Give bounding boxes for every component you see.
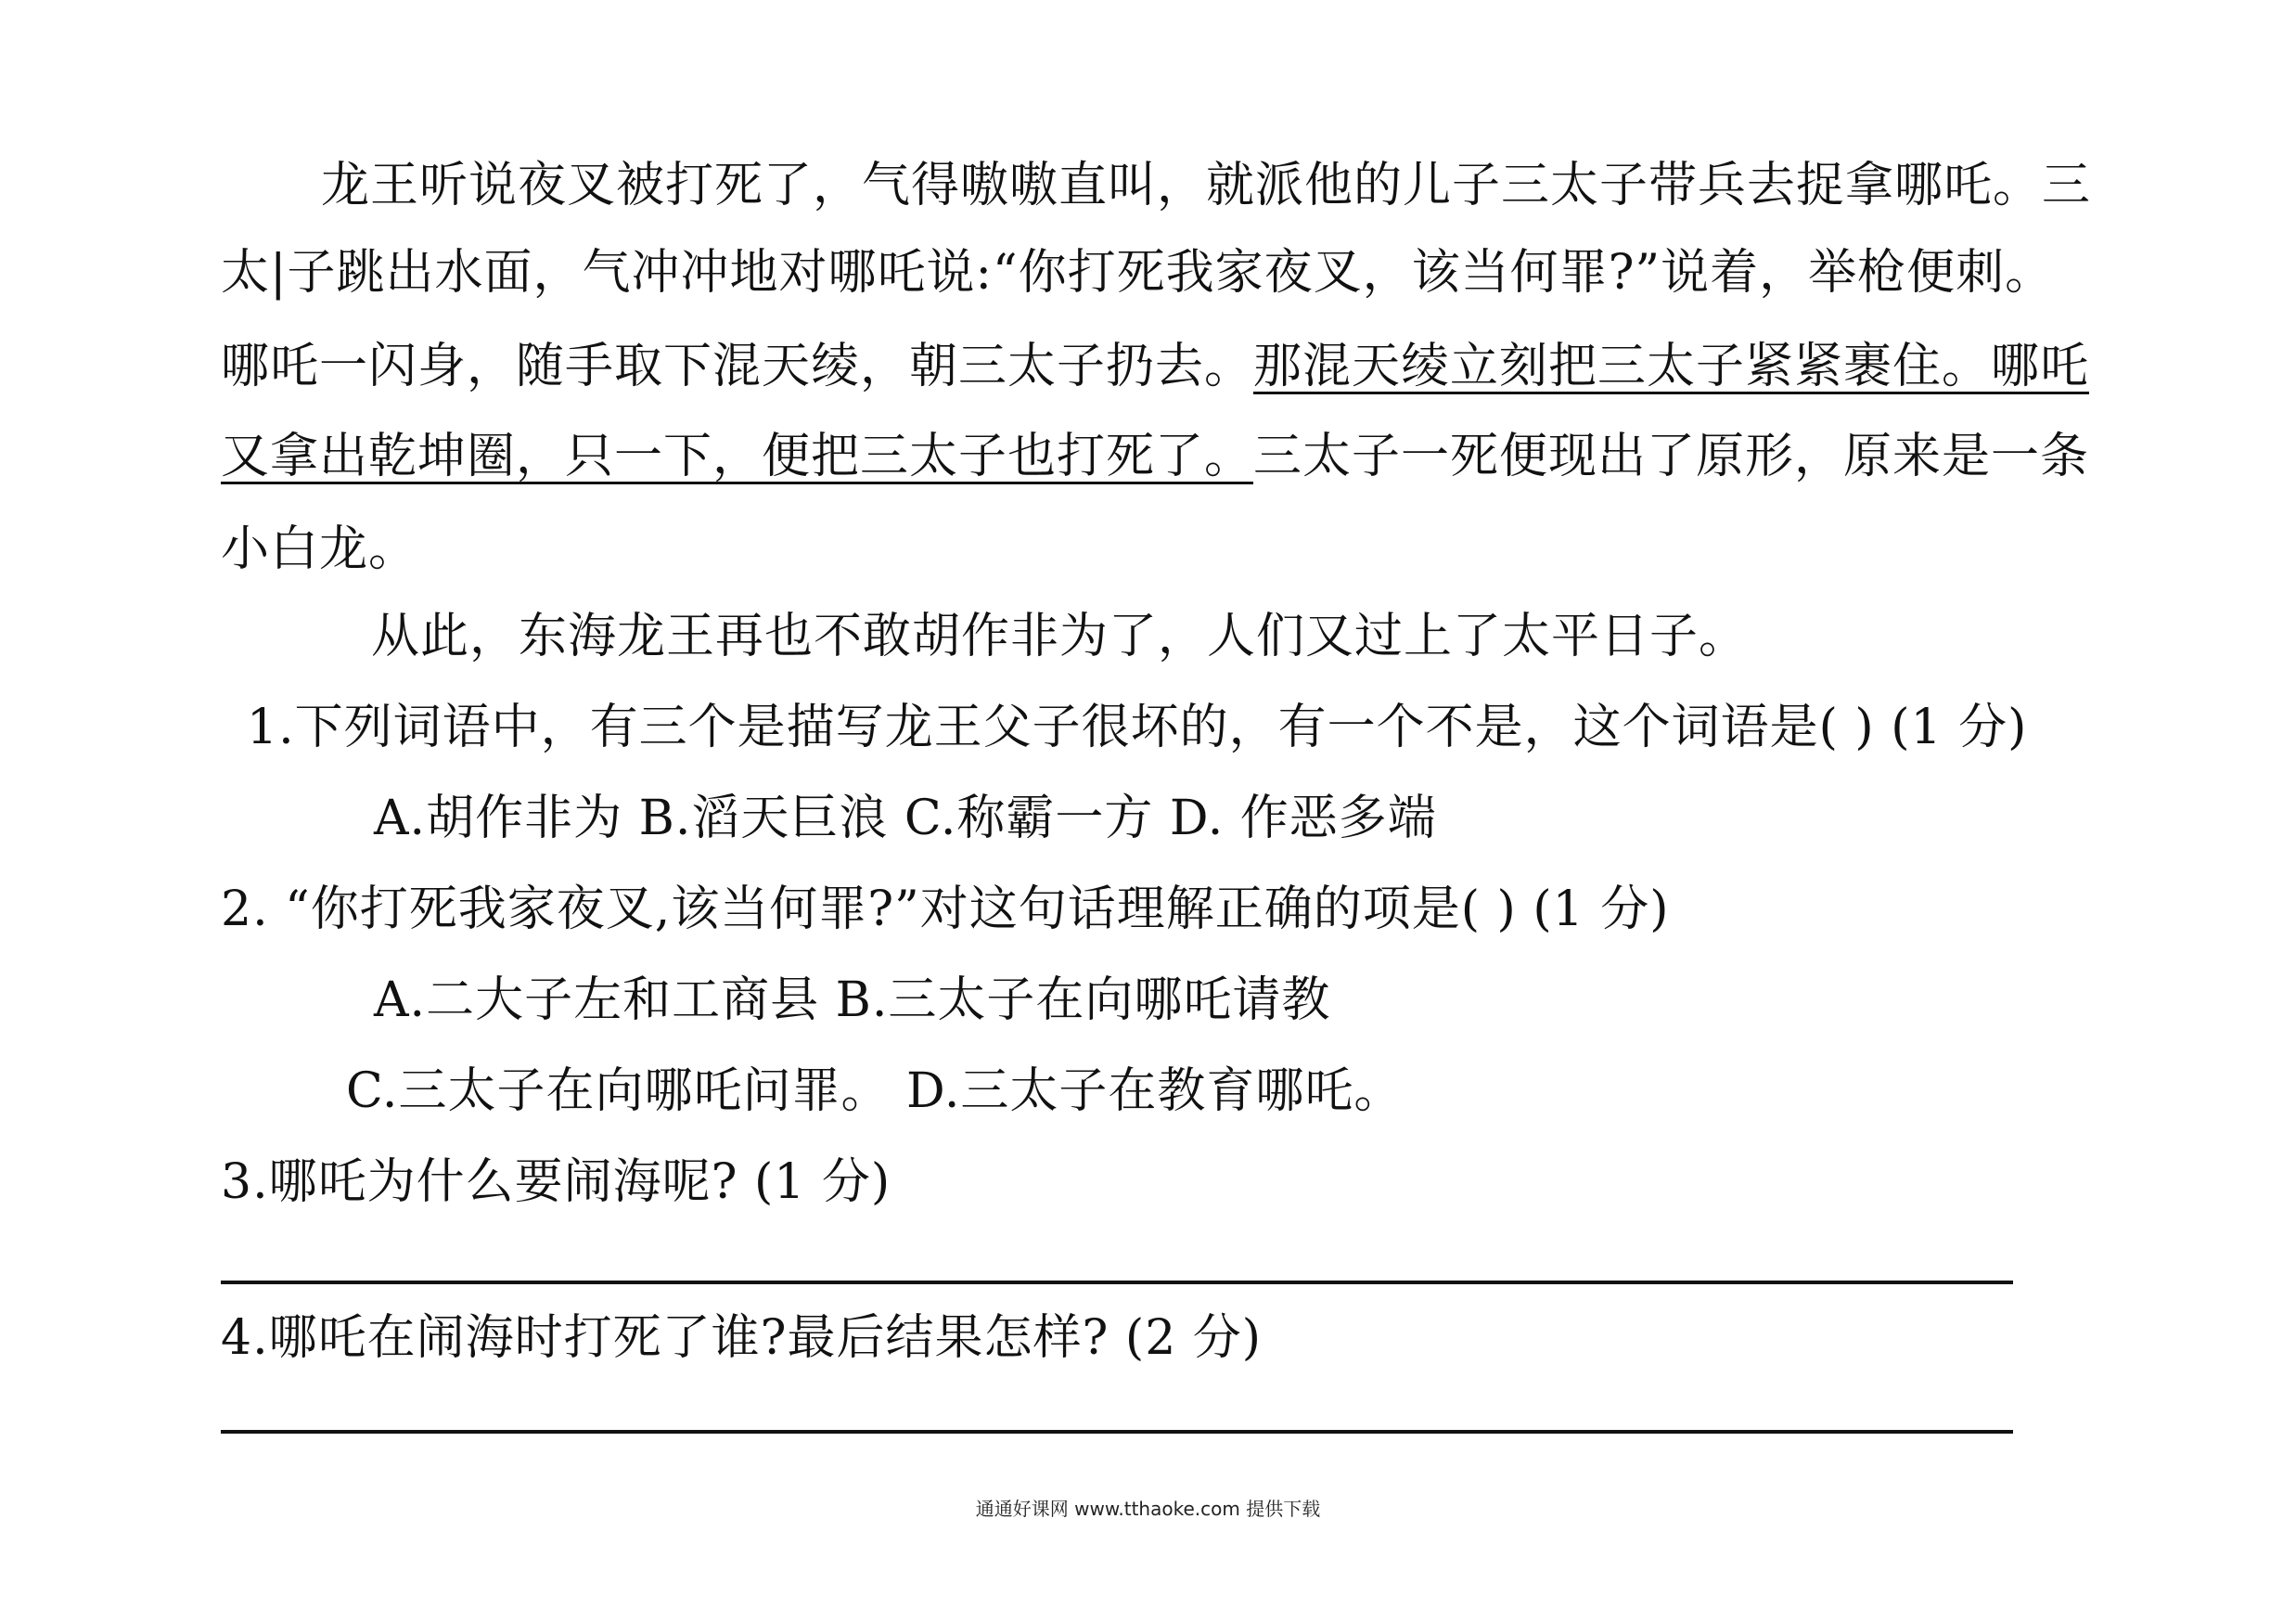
- question-2: 2. “你打死我家夜叉,该当何罪?”对这句话理解正确的项是( ) (1 分): [221, 882, 1670, 937]
- underlined-sentence-part-2: 又拿出乾坤圈，只一下，便把三太子也打死了。: [221, 429, 1254, 484]
- question-1-options: A.胡作非为 B.滔天巨浪 C.称霸一方 D. 作恶多端: [374, 791, 1437, 846]
- passage-paragraph-2: 从此，东海龙王再也不敢胡作非为了，人们又过上了太平日子。: [371, 609, 1749, 664]
- passage-line-5: 小白龙。: [221, 521, 418, 577]
- question-1: 1.下列词语中，有三个是描写龙王父子很坏的，有一个不是，这个词语是( ) (1 分): [247, 700, 2028, 755]
- question-2-options-row-1: A.二大子左和工商县 B.三太子在向哪吒请教: [374, 972, 1331, 1028]
- passage-line-2: 太|子跳出水面，气冲冲地对哪吒说:“你打死我家夜叉，该当何罪?”说着，举枪便刺。: [221, 245, 2055, 301]
- question-4-answer-line[interactable]: [221, 1430, 2013, 1434]
- passage-line-1: 龙王听说夜叉被打死了，气得嗷嗷直叫，就派他的儿子三太子带兵去捉拿哪吒。三: [321, 158, 2092, 213]
- footer-credit: 通通好课网 www.tthaoke.com 提供下载: [975, 1498, 1321, 1520]
- passage-line-3: [221, 337, 2089, 396]
- underlined-sentence-part-1: 那混天绫立刻把三太子紧紧裹住。哪吒: [1253, 339, 2090, 394]
- question-4: 4.哪吒在闹海时打死了谁?最后结果怎样? (2 分): [221, 1310, 1263, 1366]
- question-3-answer-line[interactable]: [221, 1281, 2013, 1284]
- passage-line-3-plain: 哪吒一闪身，随手取下混天绫，朝三太子扔去。: [221, 339, 1254, 394]
- passage-line-4-plain: 三太子一死便现出了原形，原来是一条: [1253, 429, 2090, 484]
- passage-line-4: [221, 427, 2089, 486]
- question-3: 3.哪吒为什么要闹海呢? (1 分): [221, 1154, 891, 1210]
- question-2-options-row-2: C.三太子在向哪吒问罪。 D.三太子在教育哪吒。: [346, 1063, 1404, 1119]
